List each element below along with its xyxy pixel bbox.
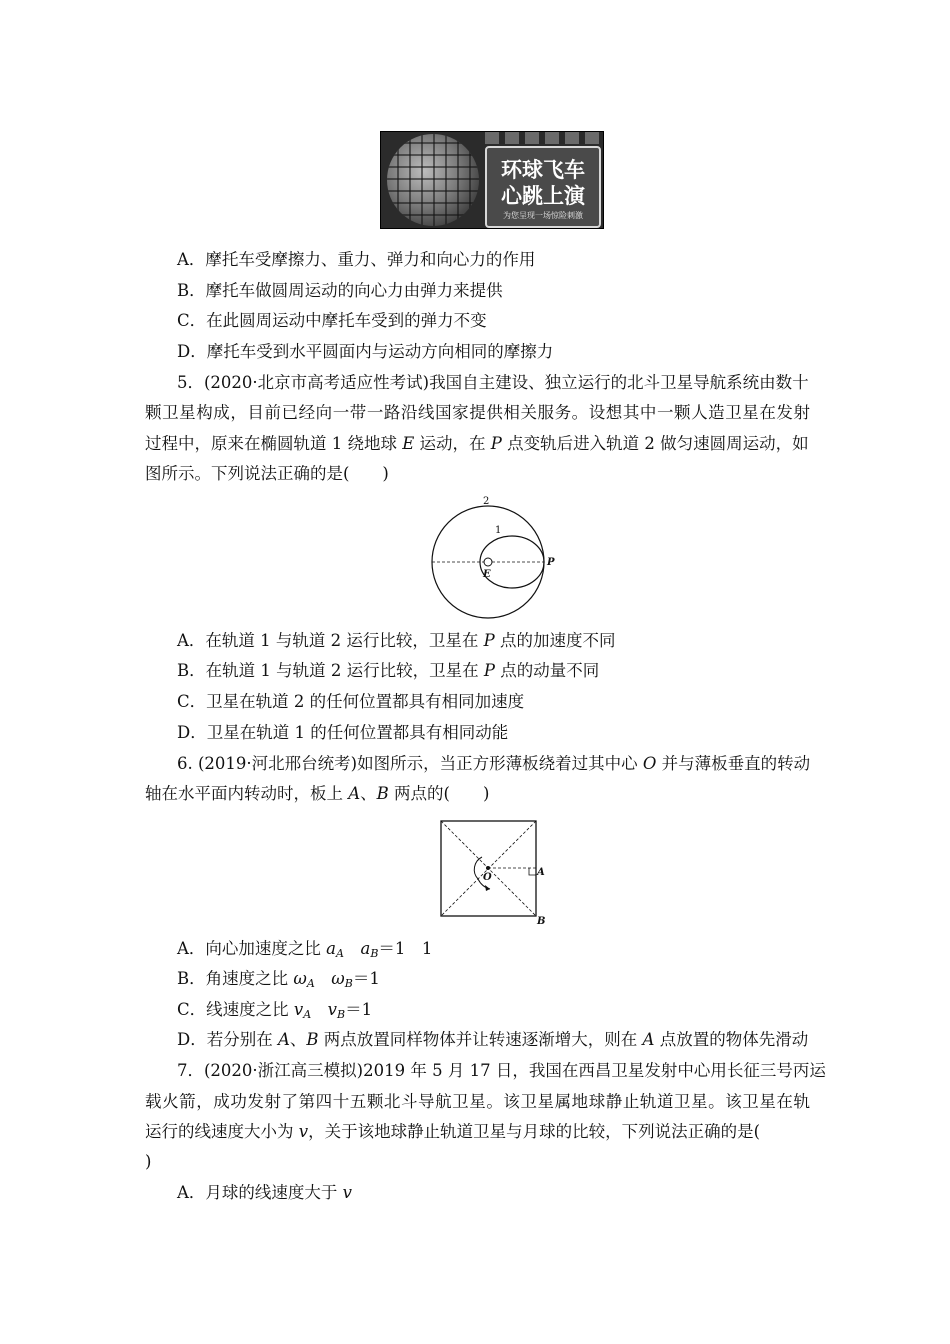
q7-text: 运行的线速度大小为 bbox=[145, 1122, 299, 1141]
q6-option-d-var: A bbox=[642, 1030, 655, 1049]
rotation-arrowhead-icon bbox=[485, 885, 490, 891]
q4-option-b: B．摩托车做圆周运动的向心力由弹力来提供 bbox=[177, 281, 503, 300]
banner-top-decoration bbox=[485, 132, 603, 144]
q5-option-a-var: P bbox=[483, 631, 495, 650]
q7-stem-line-2: 载火箭，成功发射了第四十五颗北斗导航卫星。该卫星属地球静止轨道卫星。该卫星在轨 bbox=[145, 1092, 810, 1111]
q6-option-d-text: 两点放置同样物体并让转速逐渐增大，则在 bbox=[318, 1030, 643, 1049]
q6-option-c-text bbox=[311, 1000, 328, 1019]
q6-option-b bbox=[177, 969, 842, 994]
q5-option-c: C．卫星在轨道 2 的任何位置都具有相同加速度 bbox=[177, 692, 525, 711]
q6-option-b-text: ＝1 bbox=[352, 969, 380, 988]
sign-line-1: 环球飞车 bbox=[501, 158, 585, 182]
q6-option-d-var: A bbox=[277, 1030, 290, 1049]
q5-option-d: D．卫星在轨道 1 的任何位置都具有相同动能 bbox=[177, 723, 509, 742]
q4-option-a: A．摩托车受摩擦力、重力、弹力和向心力的作用 bbox=[177, 250, 536, 269]
q6-var-o: O bbox=[642, 754, 657, 773]
q7-option-a-text: A．月球的线速度大于 bbox=[177, 1183, 343, 1202]
q6-option-c-var: v bbox=[327, 1000, 337, 1019]
sign-line-2: 心跳上演 bbox=[501, 184, 585, 208]
center-point-o bbox=[486, 866, 490, 870]
q6-option-d-text: 点放置的物体先滑动 bbox=[654, 1030, 809, 1049]
center-o-label: O bbox=[483, 872, 492, 883]
right-angle-mark bbox=[529, 868, 536, 875]
q4-option-c: C．在此圆周运动中摩托车受到的弹力不变 bbox=[177, 311, 487, 330]
q6-option-b-var: ω bbox=[293, 969, 307, 988]
q6-option-a bbox=[177, 939, 842, 964]
q5-option-a-text: A．在轨道 1 与轨道 2 运行比较，卫星在 bbox=[177, 631, 484, 650]
q5-var-e: E bbox=[402, 434, 415, 453]
q7-option-a bbox=[177, 1183, 842, 1203]
q6-option-d bbox=[177, 1030, 842, 1050]
q5-stem-line-3 bbox=[145, 434, 810, 454]
q6-option-a-var: a bbox=[326, 939, 337, 958]
q6-text: 、 bbox=[360, 784, 377, 803]
q6-option-a-sub: A bbox=[336, 947, 344, 960]
q6-option-c-sub: B bbox=[336, 1008, 346, 1021]
earth-label: E bbox=[483, 569, 491, 580]
q7-var-v: v bbox=[298, 1122, 309, 1141]
orbit-diagram bbox=[420, 490, 570, 620]
q7-option-a-var: v bbox=[342, 1183, 352, 1202]
q6-option-c-sub: A bbox=[303, 1008, 312, 1021]
q6-option-c-var: v bbox=[293, 1000, 304, 1019]
q6-option-b-text bbox=[315, 969, 332, 988]
q5-option-b-var: P bbox=[483, 661, 495, 680]
q7-stem-line-1: 7．(2020·浙江高三模拟)2019 年 5 月 17 日，我国在西昌卫星发射中心用长征三号丙运 bbox=[177, 1061, 826, 1080]
sign-line-3: 为您呈现一场惊险刺激 bbox=[503, 211, 583, 220]
q6-option-c-text: C．线速度之比 bbox=[177, 1000, 294, 1019]
orbit-2-label: 2 bbox=[483, 496, 490, 507]
q5-option-a-text: 点的加速度不同 bbox=[494, 631, 616, 650]
q6-option-d-text: D．若分别在 bbox=[177, 1030, 278, 1049]
q6-option-b-text: B．角速度之比 bbox=[177, 969, 294, 988]
q5-text: 点变轨后进入轨道 2 做匀速圆周运动，如 bbox=[501, 434, 809, 453]
q5-stem-line-1: 5．(2020·北京市高考适应性考试)我国自主建设、独立运行的北斗卫星导航系统由数十 bbox=[177, 373, 809, 392]
square-plate-diagram bbox=[436, 817, 556, 929]
q5-option-b bbox=[177, 661, 842, 681]
q6-option-a-sub: B bbox=[370, 947, 379, 960]
globe-of-death-photo bbox=[380, 131, 604, 229]
q5-option-b-text: B．在轨道 1 与轨道 2 运行比较，卫星在 bbox=[177, 661, 484, 680]
point-a-label: A bbox=[537, 867, 545, 878]
q6-option-a-text: A．向心加速度之比 bbox=[177, 939, 327, 958]
q6-option-d-text: 、 bbox=[289, 1030, 307, 1049]
q5-option-b-text: 点的动量不同 bbox=[494, 661, 600, 680]
q6-text: 轴在水平面内转动时，板上 bbox=[145, 784, 349, 803]
point-b-label: B bbox=[537, 916, 546, 927]
q6-option-c-text: ＝1 bbox=[345, 1000, 373, 1019]
q5-text: 运动，在 bbox=[414, 434, 491, 453]
q6-stem-line-1 bbox=[177, 754, 810, 774]
steel-sphere-image bbox=[387, 134, 479, 226]
q5-text: 过程中，原来在椭圆轨道 1 绕地球 bbox=[145, 434, 403, 453]
q6-var-b: B bbox=[376, 784, 389, 803]
point-p-label: P bbox=[547, 557, 555, 568]
q6-var-a: A bbox=[348, 784, 361, 803]
promo-sign bbox=[485, 146, 601, 228]
q7-text: ，关于该地球静止轨道卫星与月球的比较，下列说法正确的是( bbox=[308, 1122, 761, 1141]
q6-option-d-var: B bbox=[306, 1030, 319, 1049]
q5-stem-line-4: 图所示。下列说法正确的是( ) bbox=[145, 464, 389, 483]
q6-option-b-sub: B bbox=[344, 977, 353, 990]
q6-option-a-text bbox=[344, 939, 361, 958]
q5-stem-line-2: 颗卫星构成，目前已经向一带一路沿线国家提供相关服务。设想其中一颗人造卫星在发射 bbox=[145, 403, 810, 422]
q6-stem-line-2 bbox=[145, 784, 810, 804]
q6-text: 并与薄板垂直的转动 bbox=[656, 754, 811, 773]
q5-option-a bbox=[177, 631, 842, 651]
q6-text: 两点的( ) bbox=[388, 784, 490, 803]
q6-option-b-sub: A bbox=[306, 977, 315, 990]
q7-stem-line-3 bbox=[145, 1122, 810, 1142]
q6-option-b-var: ω bbox=[331, 969, 345, 988]
earth-circle bbox=[484, 558, 492, 566]
q6-option-c bbox=[177, 1000, 842, 1025]
q5-var-p: P bbox=[490, 434, 502, 453]
q6-option-a-text: ＝1 1 bbox=[378, 939, 433, 958]
q6-text: 6. (2019·河北邢台统考)如图所示，当正方形薄板绕着过其中心 bbox=[177, 754, 643, 773]
orbit-1-label: 1 bbox=[495, 525, 502, 536]
q4-option-d: D．摩托车受到水平圆面内与运动方向相同的摩擦力 bbox=[177, 342, 554, 361]
q6-option-a-var: a bbox=[360, 939, 371, 958]
q7-stem-line-4: ) bbox=[145, 1152, 152, 1171]
